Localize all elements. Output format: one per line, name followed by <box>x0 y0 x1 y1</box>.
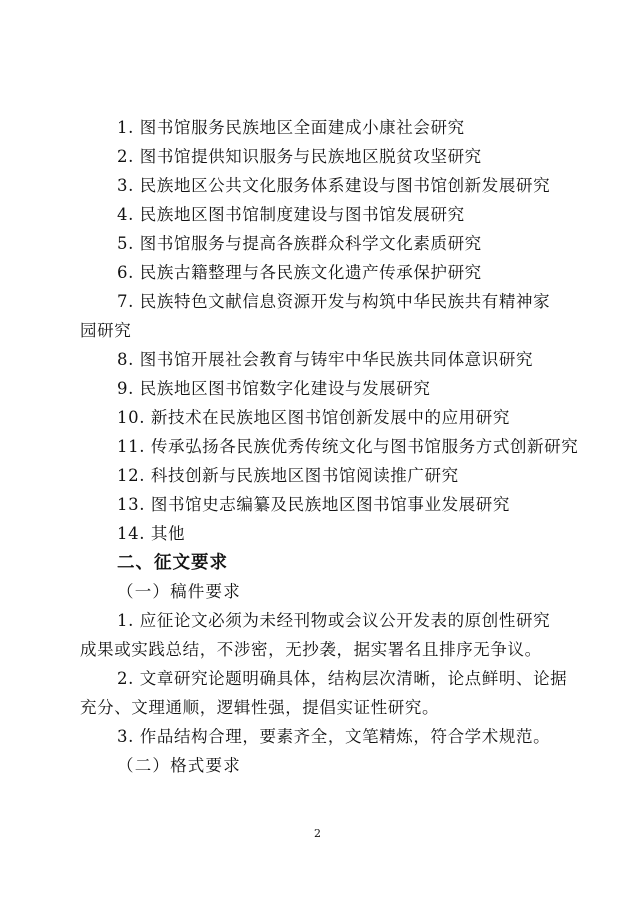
topic-item-7-continuation: 园研究 <box>80 321 132 340</box>
topic-item-9: 9. 民族地区图书馆数字化建设与发展研究 <box>117 379 431 398</box>
requirement-2-line-1: 2. 文章研究论题明确具体，结构层次清晰，论点鲜明、论据 <box>117 669 568 688</box>
topic-item-8: 8. 图书馆开展社会教育与铸牢中华民族共同体意识研究 <box>117 350 534 369</box>
topic-item-2: 2. 图书馆提供知识服务与民族地区脱贫攻坚研究 <box>117 147 482 166</box>
topic-item-1: 1. 图书馆服务民族地区全面建成小康社会研究 <box>117 118 465 137</box>
topic-item-3: 3. 民族地区公共文化服务体系建设与图书馆创新发展研究 <box>117 176 551 195</box>
requirement-2-line-2: 充分、文理通顺，逻辑性强，提倡实证性研究。 <box>80 698 440 717</box>
topic-item-14: 14. 其他 <box>117 524 186 543</box>
topic-item-5: 5. 图书馆服务与提高各族群众科学文化素质研究 <box>117 234 482 253</box>
subsection-heading-format: （二）格式要求 <box>117 756 241 775</box>
page-number: 2 <box>314 827 321 840</box>
topic-item-4: 4. 民族地区图书馆制度建设与图书馆发展研究 <box>117 205 465 224</box>
subsection-heading-manuscript: （一）稿件要求 <box>117 582 241 601</box>
topic-item-10: 10. 新技术在民族地区图书馆创新发展中的应用研究 <box>117 408 510 427</box>
requirement-3: 3. 作品结构合理，要素齐全，文笔精炼，符合学术规范。 <box>117 727 551 746</box>
section-heading: 二、征文要求 <box>117 553 228 573</box>
topic-item-6: 6. 民族古籍整理与各民族文化遗产传承保护研究 <box>117 263 482 282</box>
topic-item-11: 11. 传承弘扬各民族优秀传统文化与图书馆服务方式创新研究 <box>117 437 579 456</box>
requirement-1-line-2: 成果或实践总结，不涉密，无抄袭，据实署名且排序无争议。 <box>80 640 542 659</box>
requirement-1-line-1: 1. 应征论文必须为未经刊物或会议公开发表的原创性研究 <box>117 611 551 630</box>
topic-item-12: 12. 科技创新与民族地区图书馆阅读推广研究 <box>117 466 459 485</box>
topic-item-13: 13. 图书馆史志编纂及民族地区图书馆事业发展研究 <box>117 495 510 514</box>
topic-item-7: 7. 民族特色文献信息资源开发与构筑中华民族共有精神家 <box>117 292 551 311</box>
